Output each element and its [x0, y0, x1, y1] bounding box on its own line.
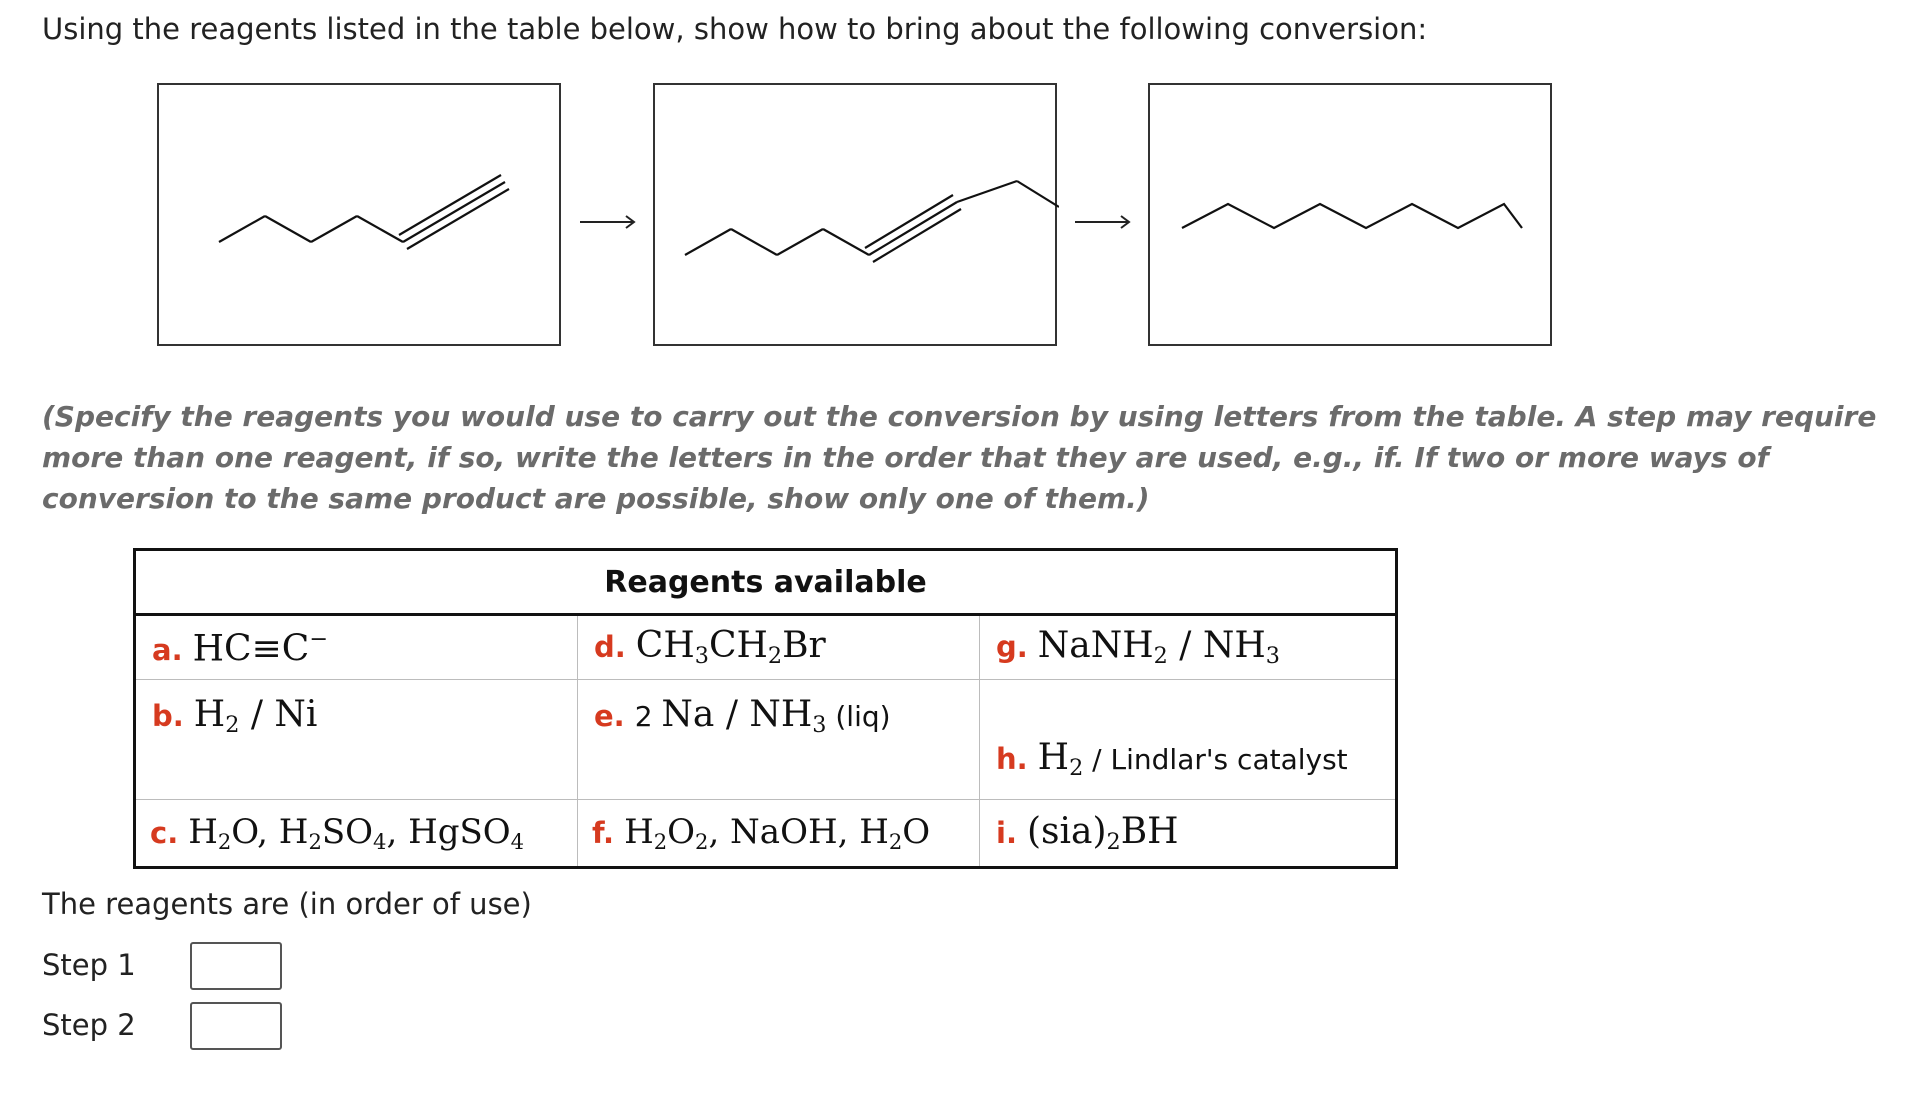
- reagent-c: c. $H_2O$, $H_2SO_4$, HgSO$_4$: [135, 800, 578, 868]
- reagent-f: f. $H_2O_2$, NaOH, $H_2O$: [578, 800, 980, 868]
- reagent-i: i. $(sia)_2BH$: [980, 800, 1397, 868]
- reaction-arrow-2: [1073, 212, 1133, 232]
- reagent-a: a. HC≡C−: [135, 615, 578, 680]
- structure-box-3: [1148, 83, 1552, 346]
- reagents-table: [133, 548, 1398, 869]
- reagent-e: e. 2 Na / $NH_3$ (liq): [578, 680, 980, 800]
- step-1-input[interactable]: [190, 942, 282, 990]
- step-2-label: Step 2: [42, 1008, 136, 1042]
- step-2-input[interactable]: [190, 1002, 282, 1050]
- structure-box-2: [653, 83, 1057, 346]
- instructions-text: (Specify the reagents you would use to carry out the conversion by using letters from the table. A step may require more than one reagent, if so, write the letters in the order that they are used, e.g., if. If two or more ways of conversion to the same product are possible, show only one of them.): [42, 400, 1877, 515]
- structure-box-1: [157, 83, 561, 346]
- reaction-arrow-1: [578, 212, 638, 232]
- table-title: Reagents available: [135, 550, 1397, 615]
- reagent-g: g. NaNH$_2$ / $NH_3$: [980, 615, 1397, 680]
- answer-intro: The reagents are (in order of use): [42, 887, 532, 921]
- question-text: Using the reagents listed in the table below, show how to bring about the following conversion:: [42, 12, 1428, 46]
- reagent-h: h. $H_2$ / Lindlar's catalyst: [980, 680, 1397, 800]
- step-1-label: Step 1: [42, 948, 136, 982]
- reagent-b: b. $H_2$ / Ni: [135, 680, 578, 800]
- alkane-structure: [1150, 85, 1554, 348]
- terminal-alkyne-structure: [159, 85, 563, 348]
- reagent-d: d. $CH_3CH_2Br$: [578, 615, 980, 680]
- internal-alkyne-structure: [655, 85, 1059, 348]
